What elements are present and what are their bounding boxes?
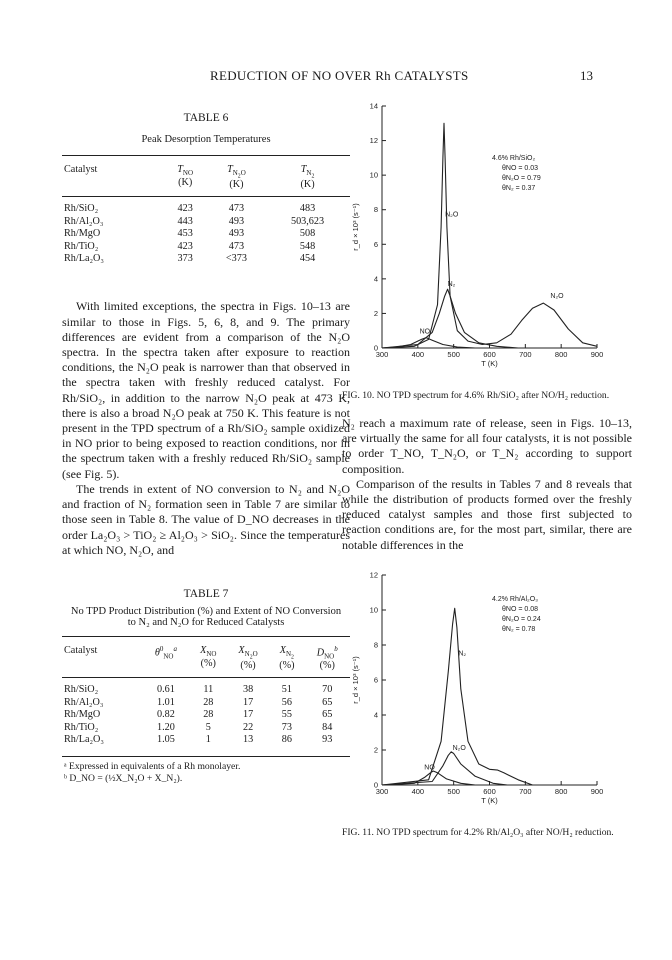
curve-label: NO	[419, 328, 431, 336]
y-tick-label: 12	[369, 570, 378, 580]
legend-entry: θN₂ = 0.78	[502, 625, 536, 633]
table-cell: 65	[322, 709, 333, 721]
y-tick-label: 4	[373, 710, 378, 720]
table-cell: 28	[203, 696, 214, 708]
table7-col-xn2: $X_{N_2}$ (%)	[279, 644, 295, 672]
legend-entry: 4.6% Rh/SiO₂	[492, 155, 536, 162]
x-tick-label: 300	[375, 786, 389, 796]
table-cell: 51	[281, 684, 292, 696]
table-cell: 0.82	[157, 709, 175, 721]
table-row	[62, 709, 350, 721]
table-cell: 1	[205, 733, 211, 745]
table-cell: 453	[177, 228, 193, 240]
table7-col-dno: $D_{NO}^b$ (%)	[316, 644, 338, 672]
table-cell: 17	[242, 696, 254, 708]
table6-col-catalyst: Catalyst	[64, 164, 98, 175]
legend-entry: θNO = 0.03	[502, 165, 538, 172]
table-cell: Rh/Al₂O₃	[64, 215, 104, 227]
table-cell: Rh/Al₂O₃	[64, 696, 104, 708]
x-tick-label: 400	[411, 350, 425, 359]
table-cell: 473	[228, 203, 245, 215]
x-tick-label: 600	[483, 786, 496, 796]
table-cell: 1.20	[157, 721, 175, 733]
table6-col-tno: $T_{NO}$ (K)	[177, 164, 194, 189]
table-cell: Rh/TiO₂	[64, 721, 99, 733]
table-row	[62, 241, 350, 253]
table6-body	[62, 197, 350, 270]
x-tick-label: 700	[519, 786, 532, 796]
table-cell: 5	[205, 721, 211, 733]
figure-11-chart	[342, 567, 632, 817]
table-cell: 22	[242, 721, 254, 733]
table-cell: <373	[225, 253, 247, 265]
table-cell: Rh/La₂O₃	[64, 733, 104, 745]
y-tick-label: 0	[373, 343, 378, 353]
table-cell: Rh/SiO₂	[64, 203, 99, 215]
table-cell: 0.61	[157, 684, 175, 696]
y-tick-label: 0	[373, 780, 378, 790]
y-tick-label: 6	[373, 675, 378, 685]
table-cell: 65	[322, 696, 333, 708]
table-cell: Rh/MgO	[64, 709, 101, 721]
table-cell: 483	[299, 203, 316, 215]
legend-entry: θN₂O = 0.24	[502, 615, 541, 623]
y-tick-label: 8	[373, 640, 378, 650]
table-cell: 1.01	[157, 696, 175, 708]
legend-entry: θN₂O = 0.79	[502, 175, 541, 182]
x-tick-label: 800	[554, 786, 568, 796]
table-cell: 28	[203, 709, 214, 721]
table-cell: 443	[177, 215, 193, 227]
table7-footnote-a: ᵃ Expressed in equivalents of a Rh monolayer.	[64, 761, 241, 773]
table6-title: TABLE 6	[183, 112, 229, 124]
legend-entry: 4.2% Rh/Al₂O₃	[492, 595, 539, 603]
table-row	[62, 228, 350, 240]
table6-col-tn2o: $T_{N_2O}$ (K)	[227, 164, 246, 191]
y-axis-label: r_d × 10³ (s⁻¹)	[351, 203, 360, 251]
curve-label: N₂O	[452, 744, 466, 752]
legend-entry: θN₂ = 0.37	[502, 185, 536, 192]
running-head-title: REDUCTION OF NO OVER Rh CATALYSTS	[210, 68, 469, 83]
table6	[62, 155, 350, 269]
table7-title: TABLE 7	[183, 587, 229, 600]
y-tick-label: 2	[373, 308, 378, 318]
table-cell: 17	[242, 709, 254, 721]
table7-footnote-b: ᵇ D_NO = (½X_N₂O + X_N₂).	[64, 773, 183, 785]
table-cell: 73	[281, 721, 292, 733]
table7	[62, 636, 350, 750]
y-tick-label: 4	[373, 274, 378, 284]
curve-label: N₂O	[445, 211, 459, 219]
curve-label: N₂	[447, 280, 456, 288]
table7-col-catalyst: Catalyst	[64, 644, 98, 656]
table-cell: Rh/TiO₂	[64, 240, 99, 252]
table-cell: 38	[242, 684, 254, 696]
legend-entry: θNO = 0.08	[502, 605, 538, 613]
x-tick-label: 700	[519, 350, 532, 359]
x-tick-label: 600	[483, 350, 496, 359]
body-text-left	[62, 299, 350, 557]
table-cell: 423	[177, 203, 193, 215]
x-axis-label: T (K)	[481, 359, 498, 368]
body-text-right	[342, 416, 632, 553]
table6-col-tn2: $T_{N_2}$ (K)	[300, 164, 315, 191]
left-column	[62, 112, 350, 785]
x-tick-label: 900	[590, 350, 604, 359]
table-cell: 70	[322, 684, 333, 696]
table-cell: 493	[228, 215, 245, 227]
y-axis-label: r_d × 10³ (s⁻¹)	[351, 656, 360, 704]
table-cell: 11	[203, 684, 214, 696]
table-cell: Rh/MgO	[64, 228, 101, 240]
x-tick-label: 900	[590, 786, 604, 796]
x-tick-label: 300	[375, 350, 389, 359]
figure-10-chart	[342, 100, 632, 380]
table-cell: 423	[177, 240, 193, 252]
table7-col-xno: $X_{NO}$ (%)	[200, 644, 217, 669]
paragraph-3: N₂ reach a maximum rate of release, seen in Figs. 10–13, are virtually the same for all four catalysts, it is not possible to order T_NO, T_N₂O, or T_N₂ according to support composition.	[342, 416, 632, 476]
y-tick-label: 10	[369, 170, 378, 180]
table-cell: 503,623	[290, 215, 325, 227]
series-line-1	[382, 289, 533, 348]
table-cell: 454	[299, 253, 316, 265]
table-cell: 473	[228, 240, 245, 252]
table-cell: 1.05	[157, 733, 175, 745]
table-cell: 493	[228, 228, 245, 240]
table6-caption: Peak Desorption Temperatures	[141, 134, 271, 145]
table-cell: 548	[299, 240, 316, 252]
table-cell: 13	[242, 733, 254, 745]
table-row	[62, 684, 350, 696]
table-row	[62, 697, 350, 709]
table-cell: 56	[281, 696, 292, 708]
table-row	[62, 216, 350, 228]
x-axis-label: T (K)	[481, 795, 498, 805]
table7-body	[62, 678, 350, 751]
table7-col-theta: $\theta^0_{NO}^a$	[154, 644, 177, 661]
right-column	[342, 100, 632, 839]
table-cell: 86	[281, 733, 292, 745]
table-row	[62, 734, 350, 746]
table-cell: 508	[299, 228, 316, 240]
x-tick-label: 500	[447, 350, 460, 359]
curve-label: N₂	[458, 650, 467, 658]
table-row	[62, 253, 350, 265]
table-cell: 84	[322, 721, 333, 733]
table-cell: 93	[322, 733, 333, 745]
page-number: 13	[580, 68, 593, 83]
table7-footnotes	[62, 756, 350, 785]
curve-label: NO	[424, 764, 435, 772]
y-tick-label: 2	[373, 745, 378, 755]
table-cell: 373	[177, 253, 193, 265]
figure-10-caption: FIG. 10. NO TPD spectrum for 4.6% Rh/SiO₂ after NO/H₂ reduction.	[342, 390, 610, 401]
x-tick-label: 500	[447, 786, 460, 796]
y-tick-label: 8	[373, 205, 378, 215]
x-tick-label: 800	[554, 350, 568, 359]
table-cell: Rh/La₂O₃	[64, 253, 104, 265]
table7-col-xn2o: $X_{N_2O}$ (%)	[238, 644, 258, 672]
paragraph-2: The trends in extent of NO conversion to N₂ and N₂O and fraction of N₂ formation seen in Table 7 are similar to those seen in Table 8. The value of D_NO decreases in the order La₂O₃ > TiO₂ ≥ Al₂O₃ > SiO₂. Since the temperatures at which NO, N₂O, and	[62, 481, 350, 557]
table-row	[62, 722, 350, 734]
y-tick-label: 12	[369, 136, 378, 146]
y-tick-label: 10	[369, 605, 378, 615]
running-header	[0, 68, 672, 88]
curve-label: N₂O	[550, 292, 564, 300]
paragraph-1: With limited exceptions, the spectra in Figs. 10–13 are similar to those in Figs. 5, 6, 8, and 9. The primary differences are evident from a comparison of the N₂O spectra. In the spectra taken after exposure to reaction conditions, the N₂O peak is narrower than that observed in the spectra taken with freshly reduced catalyst. For Rh/SiO₂, in addition to the narrow N₂O peak at 473 K, there is also a broad N₂O peak at 750 K. This feature is not present in the TPD spectrum of a Rh/SiO₂ sample oxidized in NO prior to being exposed to reaction conditions, nor in the spectrum taken with a freshly reduced Rh/SiO₂ sample (see Fig. 5).	[62, 299, 350, 481]
table7-caption: No TPD Product Distribution (%) and Extent of NO Conversion to N₂ and N₂O for Reduced Catalysts	[70, 605, 342, 628]
table-cell: Rh/SiO₂	[64, 684, 99, 696]
x-tick-label: 400	[411, 786, 425, 796]
table-row	[62, 203, 350, 215]
y-tick-label: 6	[373, 239, 378, 249]
paragraph-4: Comparison of the results in Tables 7 and 8 reveals that while the distribution of products formed over the freshly reduced catalyst samples and those first subjected to reaction conditions are, for the most part, similar, there are notable differences in the	[342, 476, 632, 552]
series-line-0	[382, 123, 597, 348]
figure-11-caption: FIG. 11. NO TPD spectrum for 4.2% Rh/Al₂O₃ after NO/H₂ reduction.	[342, 826, 614, 838]
y-tick-label: 14	[369, 101, 378, 111]
table-cell: 55	[281, 709, 292, 721]
